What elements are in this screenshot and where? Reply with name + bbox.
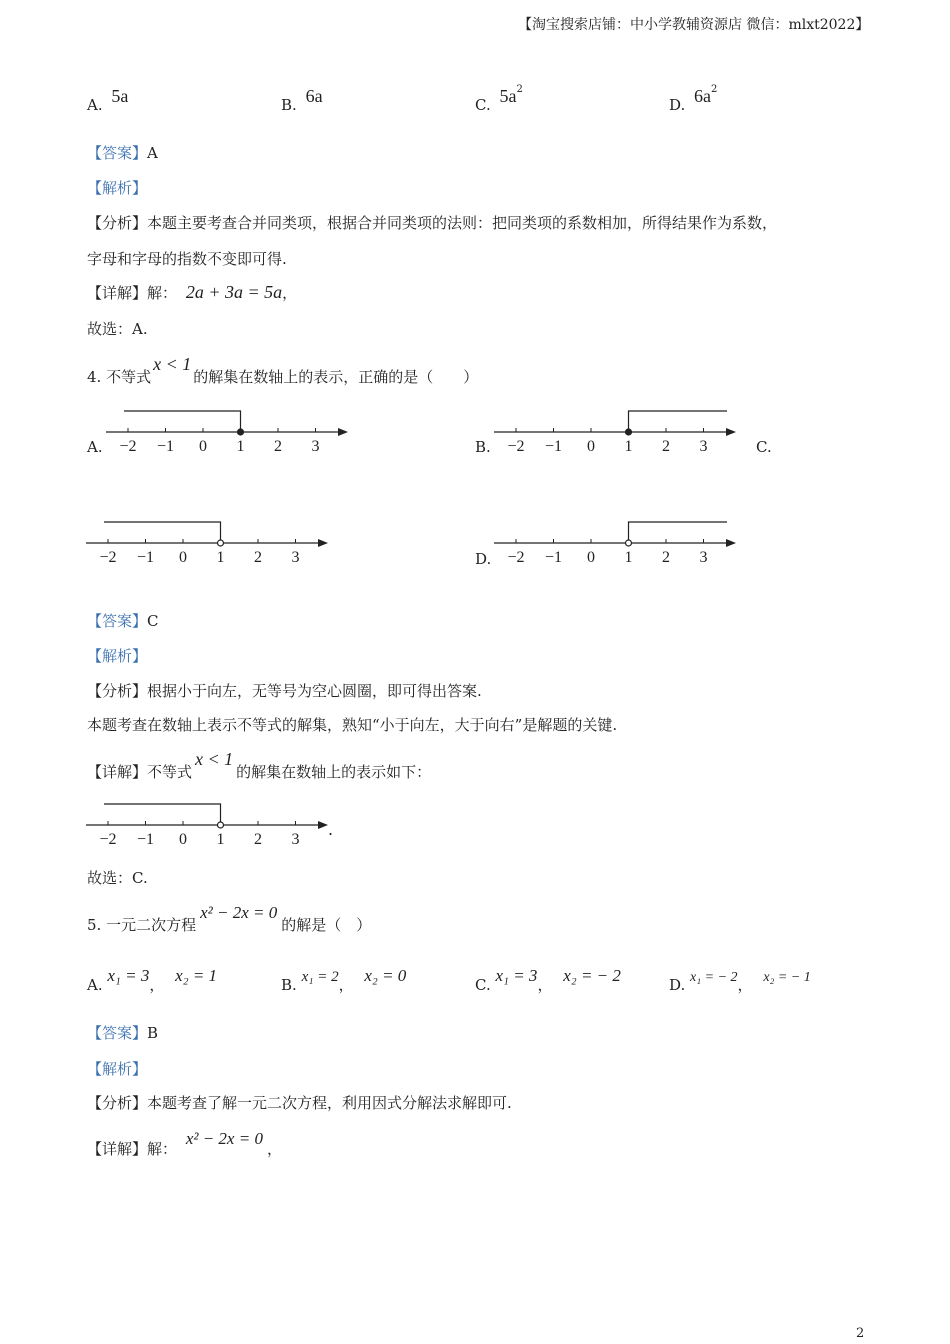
tick-label: −1 [156,438,175,455]
label-b[interactable]: B. [475,438,491,456]
tick-label: 1 [216,549,225,566]
q3-fenxi: 【分析】本题主要考查合并同类项，根据合并同类项的法则：把同类项的系数相加，所得结果作为系数， [87,214,778,232]
q3-xiangjie: 【详解】解： 2a + 3a = 5a， [87,282,298,302]
q5-answer: 【答案】B [87,1024,159,1042]
endpoint-circle [626,429,632,435]
q5-option-a[interactable]: A. x₁ = 3， x₂ = 1 [87,966,218,994]
tick-label: 3 [291,549,300,566]
tick-label: 1 [216,831,225,848]
tick-label: −2 [507,438,525,455]
label-c[interactable]: C. [756,438,772,456]
q3-fenxi-cont: 字母和字母的指数不变即可得. [87,250,287,268]
endpoint-circle [238,429,244,435]
option-c[interactable]: C. $5a^2$ [475,84,523,114]
tick-label: 1 [624,438,633,455]
tick-label: 3 [699,549,708,566]
option-b[interactable]: B. 6a [281,86,323,114]
axis-arrow [338,428,348,436]
numberline-solution [84,795,334,853]
page-header: 【淘宝搜索店铺：中小学教辅资源店 微信：mlxt2022】 [518,17,870,33]
axis-arrow [726,539,736,547]
tick-label: 2 [662,549,670,566]
q4-fenxi: 【分析】根据小于向左，无等号为空心圆圈，即可得出答案. [87,682,482,700]
tick-label: −2 [507,549,525,566]
solution-bracket [629,411,728,432]
q4-stem: 4. 不等式x < 1的解集在数轴上的表示，正确的是（ ） [87,354,479,386]
axis-arrow [318,539,328,547]
q3-guxuan: 故选：A. [87,320,148,338]
tick-label: 1 [236,438,245,455]
q5-jiexi: 【解析】 [87,1060,148,1078]
label-d[interactable]: D. [475,550,492,568]
axis-arrow [318,821,328,829]
numberline-c[interactable] [84,513,334,571]
q3-answer: 【答案】A [87,144,158,162]
tick-label: 3 [311,438,320,455]
q5-option-b[interactable]: B. x₁ = 2， x₂ = 0 [281,966,407,994]
q4-xiangjie: 【详解】不等式x < 1的解集在数轴上的表示如下： [87,749,432,781]
q5-xiangjie: 【详解】解： x² − 2x = 0， [87,1129,282,1158]
tick-label: 0 [179,831,187,848]
axis-arrow [726,428,736,436]
page-number: 2 [856,1326,865,1341]
solution-bracket [104,522,221,543]
solution-bracket [104,804,221,825]
endpoint-circle [218,822,224,828]
tick-label: 2 [274,438,282,455]
q5-option-d[interactable]: D. x₁ = − 2， x₂ = − 1 [669,970,811,994]
endpoint-circle [626,540,632,546]
solution-bracket [629,522,728,543]
tick-label: 3 [699,438,708,455]
tick-label: 0 [199,438,207,455]
q4-guxuan: 故选：C. [87,869,148,887]
numberline-d[interactable] [492,513,742,571]
tick-label: −1 [544,438,563,455]
tick-label: 0 [587,549,595,566]
endpoint-circle [218,540,224,546]
label-a[interactable]: A. [87,438,103,456]
q5-fenxi: 【分析】本题考查了解一元二次方程，利用因式分解法求解即可. [87,1094,512,1112]
tick-label: −1 [544,549,563,566]
tick-label: −2 [99,549,117,566]
q4-fenxi-cont: 本题考查在数轴上表示不等式的解集，熟知“小于向左，大于向右”是解题的关键. [87,716,618,734]
solution-period: . [328,820,334,839]
tick-label: −1 [136,549,155,566]
tick-label: 2 [254,831,262,848]
q3-jiexi: 【解析】 [87,179,148,197]
tick-label: 0 [179,549,187,566]
tick-label: −2 [119,438,137,455]
tick-label: 3 [291,831,300,848]
tick-label: −2 [99,831,117,848]
tick-label: −1 [136,831,155,848]
solution-bracket [124,411,241,432]
q5-option-c[interactable]: C. x₁ = 3， x₂ = − 2 [475,966,621,994]
q4-jiexi: 【解析】 [87,647,148,665]
tick-label: 1 [624,549,633,566]
option-a[interactable]: A. 5a [87,86,129,114]
tick-label: 0 [587,438,595,455]
q4-answer: 【答案】C [87,612,159,630]
tick-label: 2 [662,438,670,455]
tick-label: 2 [254,549,262,566]
numberline-b[interactable] [492,402,742,460]
q5-stem: 5. 一元二次方程x² − 2x = 0的解是（ ） [87,903,372,934]
numberline-a[interactable] [104,402,354,460]
option-d[interactable]: D. $6a^2$ [669,84,718,114]
